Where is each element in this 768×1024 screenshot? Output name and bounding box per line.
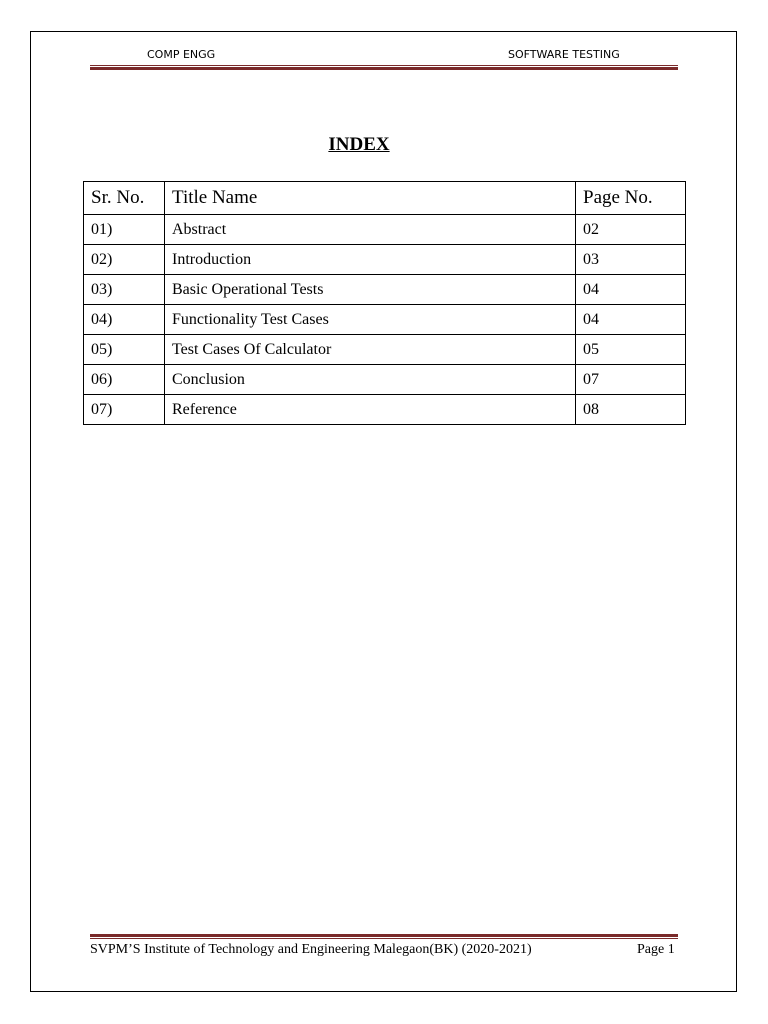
cell-page-no: 04 bbox=[576, 275, 686, 305]
cell-page-no: 02 bbox=[576, 215, 686, 245]
footer-rule-thick bbox=[90, 934, 678, 937]
index-table bbox=[83, 181, 686, 425]
table-row bbox=[84, 335, 686, 365]
column-header-page-no: Page No. bbox=[576, 182, 686, 215]
cell-page-no: 03 bbox=[576, 245, 686, 275]
table-header-row bbox=[84, 182, 686, 215]
footer-page-number: Page 1 bbox=[637, 942, 675, 957]
page-title: INDEX bbox=[328, 134, 390, 155]
cell-title: Test Cases Of Calculator bbox=[165, 335, 576, 365]
cell-page-no: 05 bbox=[576, 335, 686, 365]
cell-sr-no: 01) bbox=[84, 215, 165, 245]
table-row bbox=[84, 275, 686, 305]
cell-sr-no: 04) bbox=[84, 305, 165, 335]
cell-sr-no: 05) bbox=[84, 335, 165, 365]
table-row bbox=[84, 395, 686, 425]
cell-title: Introduction bbox=[165, 245, 576, 275]
header-subject: SOFTWARE TESTING bbox=[508, 48, 620, 61]
cell-title: Functionality Test Cases bbox=[165, 305, 576, 335]
cell-sr-no: 03) bbox=[84, 275, 165, 305]
cell-title: Reference bbox=[165, 395, 576, 425]
header-department: COMP ENGG bbox=[147, 48, 216, 61]
cell-title: Conclusion bbox=[165, 365, 576, 395]
cell-sr-no: 07) bbox=[84, 395, 165, 425]
cell-sr-no: 02) bbox=[84, 245, 165, 275]
table-row bbox=[84, 305, 686, 335]
header-rule-thin bbox=[90, 65, 678, 66]
column-header-title-name: Title Name bbox=[165, 182, 576, 215]
cell-page-no: 04 bbox=[576, 305, 686, 335]
table-row bbox=[84, 365, 686, 395]
header-rule-thick bbox=[90, 67, 678, 70]
cell-sr-no: 06) bbox=[84, 365, 165, 395]
cell-title: Abstract bbox=[165, 215, 576, 245]
cell-page-no: 08 bbox=[576, 395, 686, 425]
footer-rule-thin bbox=[90, 938, 678, 939]
table-row bbox=[84, 245, 686, 275]
column-header-sr-no: Sr. No. bbox=[84, 182, 165, 215]
footer-institute: SVPM’S Institute of Technology and Engineering Malegaon(BK) (2020-2021) bbox=[90, 942, 532, 957]
cell-page-no: 07 bbox=[576, 365, 686, 395]
table-row bbox=[84, 215, 686, 245]
cell-title: Basic Operational Tests bbox=[165, 275, 576, 305]
page-border bbox=[30, 31, 737, 992]
